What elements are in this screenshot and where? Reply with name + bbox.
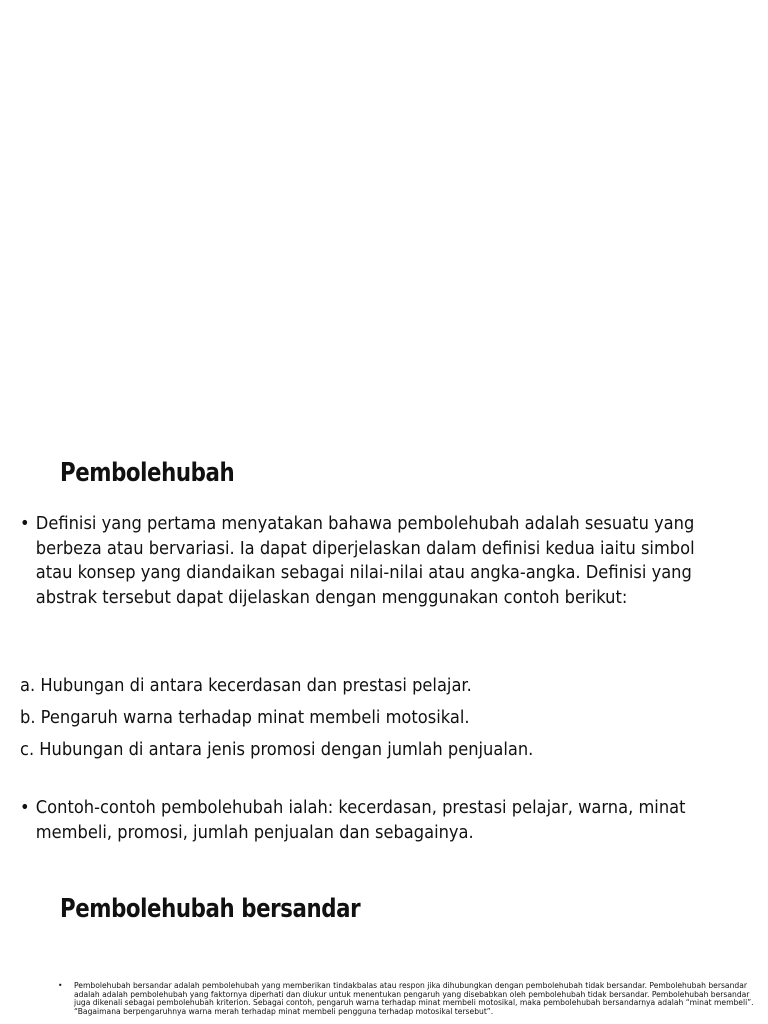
example-item-a: a. Hubungan di antara kecerdasan dan prestasi pelajar. [20, 676, 472, 696]
bullet-marker: • [20, 514, 30, 534]
section-title-pembolehubah-bersandar: Pembolehubah bersandar [60, 894, 361, 924]
bullet-dependent-variable-text: Pembolehubah bersandar adalah pembolehubah yang memberikan tindakbalas atau respon jika dihubungkan dengan pembolehubah tidak bersandar. Pembolehubah bersandar adalah adalah pembolehubah yang faktornya diperhati dan diukur untuk menentukan pengaruh yang disebabkan oleh pembolehubah tidak bersandar. Pembolehubah bersandar juga dikenali sebagai pembolehubah kriterion. Sebagai contoh, pengaruh warna terhadap minat membeli motosikal, maka pembolehubah bersandarnya adalah “minat membeli”. “Bagaimana berpengaruhnya warna merah terhadap minat membeli pengguna terhadap motosikal tersebut”. [74, 981, 754, 1016]
bullet-examples [20, 796, 708, 845]
example-item-b: b. Pengaruh warna terhadap minat membeli motosikal. [20, 708, 470, 728]
bullet-marker: • [20, 798, 30, 818]
bullet-marker: • [58, 981, 63, 990]
bullet-examples-text: Contoh-contoh pembolehubah ialah: kecerdasan, prestasi pelajar, warna, minat membeli, promosi, jumlah penjualan dan sebagainya. [35, 798, 686, 843]
bullet-definition-text: Definisi yang pertama menyatakan bahawa pembolehubah adalah sesuatu yang berbeza atau bervariasi. Ia dapat diperjelaskan dalam definisi kedua iaitu simbol atau konsep yang diandaikan sebagai nilai-nilai atau angka-angka. Definisi yang abstrak tersebut dapat dijelaskan dengan menggunakan contoh berikut: [35, 514, 695, 608]
bullet-dependent-variable [58, 982, 758, 1016]
bullet-definition [20, 512, 708, 610]
section-title-pembolehubah: Pembolehubah [60, 458, 235, 488]
example-item-c: c. Hubungan di antara jenis promosi dengan jumlah penjualan. [20, 740, 534, 760]
